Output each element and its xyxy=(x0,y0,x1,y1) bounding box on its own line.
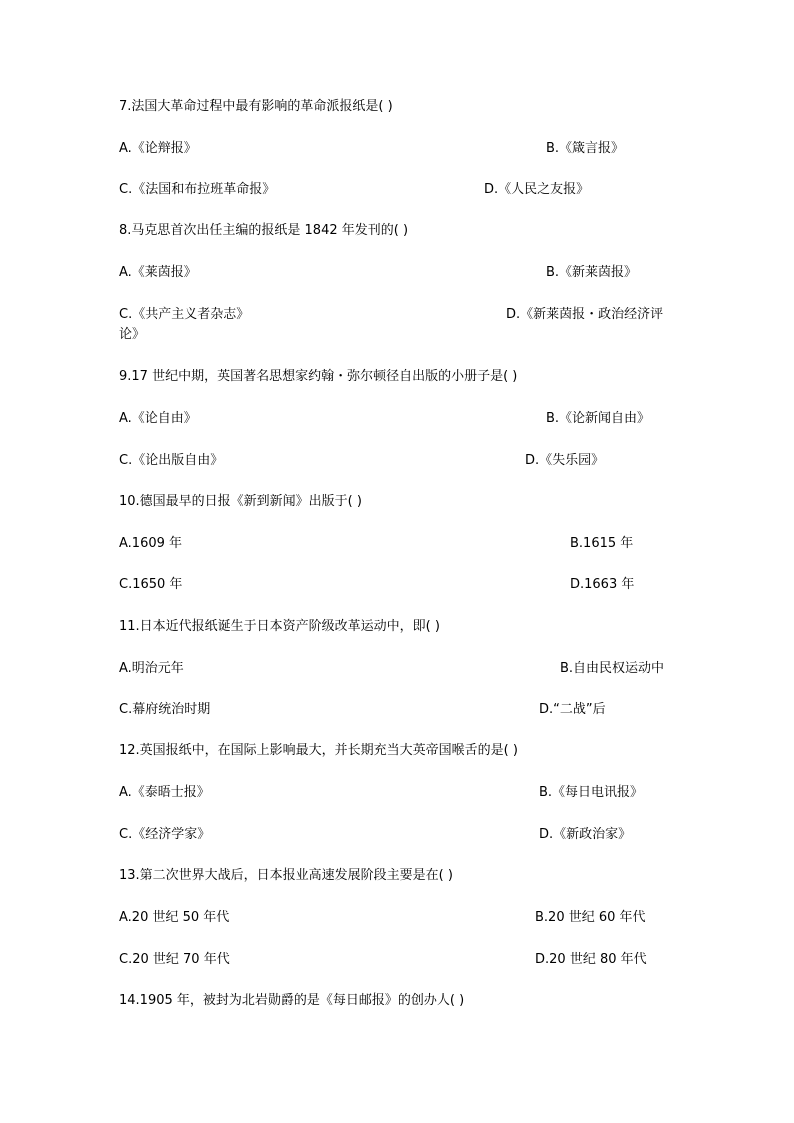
question-13-option-c: C.20 世纪 70 年代 xyxy=(119,952,230,967)
question-13-option-d: D.20 世纪 80 年代 xyxy=(535,952,647,967)
question-14-stem: 14.1905 年，被封为北岩勋爵的是《每日邮报》的创办人( ) xyxy=(119,993,465,1008)
question-12-option-d: D.《新政治家》 xyxy=(539,827,632,842)
question-13-option-b: B.20 世纪 60 年代 xyxy=(535,910,646,925)
question-7-stem: 7.法国大革命过程中最有影响的革命派报纸是( ) xyxy=(119,99,393,114)
question-7-option-a: A.《论辩报》 xyxy=(119,141,197,156)
question-8-option-d: D.《新莱茵报・政治经济评 xyxy=(506,307,664,322)
question-11-stem: 11.日本近代报纸诞生于日本资产阶级改革运动中，即( ) xyxy=(119,619,440,634)
question-8-option-d-continued: 论》 xyxy=(119,327,146,342)
question-10-option-b: B.1615 年 xyxy=(570,536,634,551)
question-10-stem: 10.德国最早的日报《新到新闻》出版于( ) xyxy=(119,494,362,509)
question-13-option-a: A.20 世纪 50 年代 xyxy=(119,910,230,925)
question-8-option-a: A.《莱茵报》 xyxy=(119,265,197,280)
question-12-option-c: C.《经济学家》 xyxy=(119,827,211,842)
question-12-option-a: A.《泰晤士报》 xyxy=(119,785,210,800)
question-11-option-b: B.自由民权运动中 xyxy=(560,661,665,676)
question-12-option-b: B.《每日电讯报》 xyxy=(539,785,644,800)
question-9-option-d: D.《失乐园》 xyxy=(525,453,605,468)
question-10-option-a: A.1609 年 xyxy=(119,536,183,551)
question-8-option-b: B.《新莱茵报》 xyxy=(546,265,638,280)
question-9-option-c: C.《论出版自由》 xyxy=(119,453,224,468)
question-11-option-a: A.明治元年 xyxy=(119,661,184,676)
question-11-option-c: C.幕府统治时期 xyxy=(119,702,211,717)
question-7-option-d: D.《人民之友报》 xyxy=(484,182,590,197)
question-8-option-c: C.《共产主义者杂志》 xyxy=(119,307,250,322)
question-7-option-c: C.《法国和布拉班革命报》 xyxy=(119,182,276,197)
question-13-stem: 13.第二次世界大战后，日本报业高速发展阶段主要是在( ) xyxy=(119,868,453,883)
question-10-option-d: D.1663 年 xyxy=(570,577,635,592)
question-9-stem: 9.17 世纪中期，英国著名思想家约翰・弥尔顿径自出版的小册子是( ) xyxy=(119,369,518,384)
question-10-option-c: C.1650 年 xyxy=(119,577,183,592)
question-7-option-b: B.《箴言报》 xyxy=(546,141,625,156)
question-11-option-d: D.“二战”后 xyxy=(539,702,606,717)
question-9-option-a: A.《论自由》 xyxy=(119,411,197,426)
question-12-stem: 12.英国报纸中，在国际上影响最大，并长期充当大英帝国喉舌的是( ) xyxy=(119,743,518,758)
question-9-option-b: B.《论新闻自由》 xyxy=(546,411,651,426)
question-8-stem: 8.马克思首次出任主编的报纸是 1842 年发刊的( ) xyxy=(119,223,409,238)
